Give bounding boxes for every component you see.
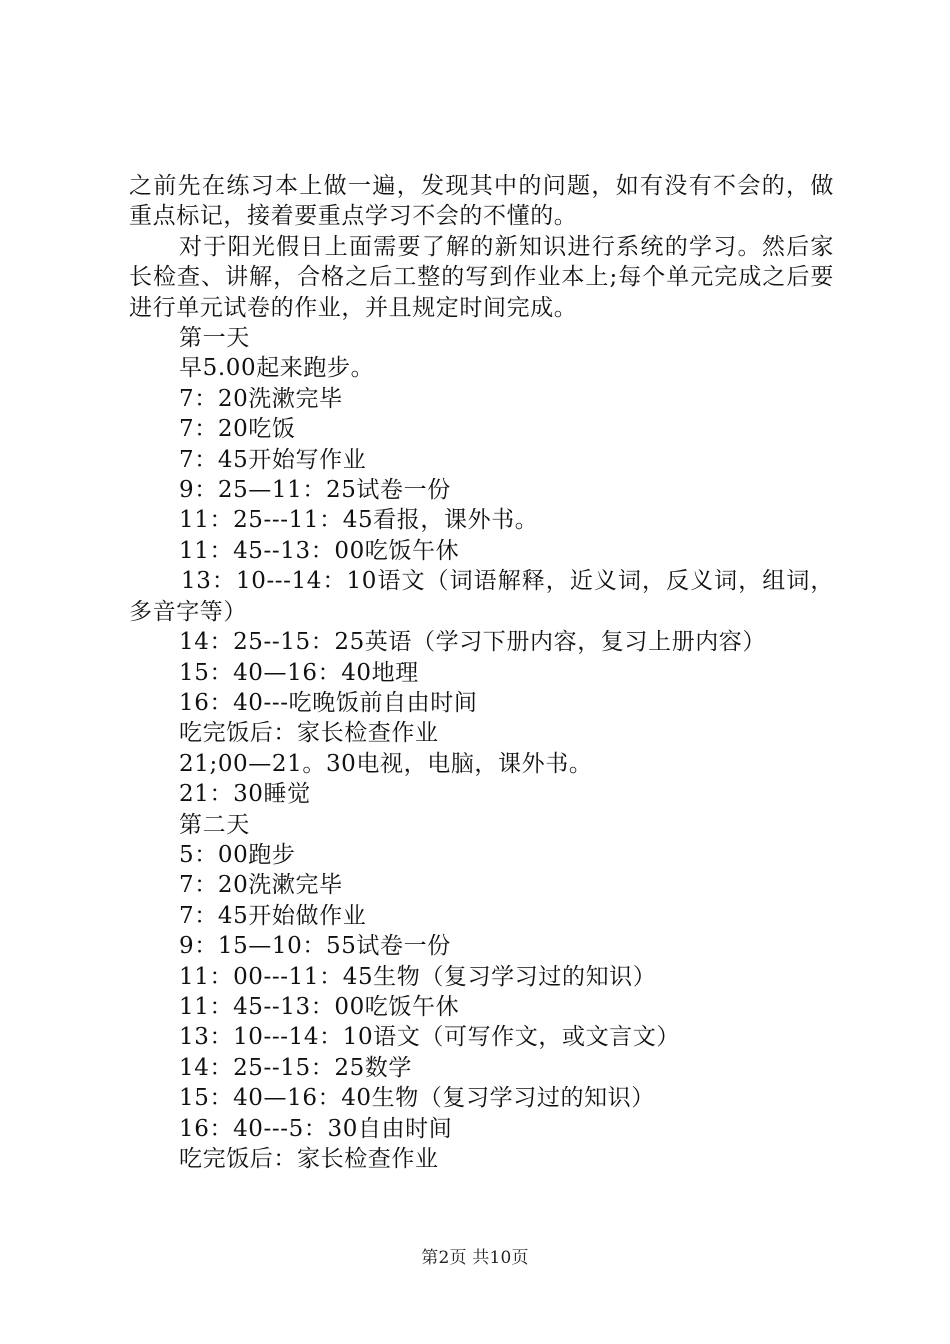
day1-item: 9：25—11：25试卷一份 [179, 477, 451, 504]
day1-item: 21：30睡觉 [179, 781, 311, 808]
day1-item: 早5.00起来跑步。 [179, 355, 375, 382]
day1-item: 7：45开始写作业 [179, 446, 367, 473]
page-number-footer: 第2页 共10页 [421, 1248, 529, 1268]
day2-item: 11：45--13：00吃饭午休 [179, 993, 460, 1020]
day2-item: 5：00跑步 [179, 841, 296, 868]
day2-item: 7：45开始做作业 [179, 902, 367, 929]
day1-item: 14：25--15：25英语（学习下册内容，复习上册内容） [179, 629, 767, 656]
day1-item: 吃完饭后：家长检查作业 [179, 720, 439, 747]
day1-item: 15：40—16：40地理 [179, 659, 419, 686]
day2-title: 第二天 [179, 811, 250, 838]
paragraph-intro: 之前先在练习本上做一遍，发现其中的问题，如有没有不会的，做重点标记，接着要重点学习不会的不懂的。 [129, 173, 834, 230]
day2-item: 13：10---14：10语文（可写作文，或文言文） [179, 1024, 680, 1051]
day2-item: 9：15—10：55试卷一份 [179, 933, 451, 960]
day2-item: 7：20洗漱完毕 [179, 872, 343, 899]
day2-item: 14：25--15：25数学 [179, 1054, 413, 1081]
day1-title: 第一天 [179, 325, 250, 352]
day2-item: 吃完饭后：家长检查作业 [179, 1146, 439, 1172]
day2-item: 15：40—16：40生物（复习学习过的知识） [179, 1085, 655, 1112]
day1-item: 13：10---14：10语文（词语解释，近义词，反义词，组词，多音字等） [129, 568, 834, 625]
day1-item: 11：25---11：45看报，课外书。 [179, 507, 539, 534]
day1-item: 7：20吃饭 [179, 416, 296, 443]
day1-item: 16：40---吃晚饭前自由时间 [179, 689, 478, 716]
day2-item: 11：00---11：45生物（复习学习过的知识） [179, 963, 657, 990]
paragraph-study-method: 对于阳光假日上面需要了解的新知识进行系统的学习。然后家长检查、讲解，合格之后工整的写到作业本上;每个单元完成之后要进行单元试卷的作业，并且规定时间完成。 [129, 233, 834, 321]
day1-item: 21;00—21。30电视，电脑，课外书。 [179, 750, 593, 777]
day2-item: 16：40---5：30自由时间 [179, 1115, 453, 1142]
day1-item: 11：45--13：00吃饭午休 [179, 537, 460, 564]
day1-item: 7：20洗漱完毕 [179, 385, 343, 412]
document-body [129, 171, 834, 1174]
